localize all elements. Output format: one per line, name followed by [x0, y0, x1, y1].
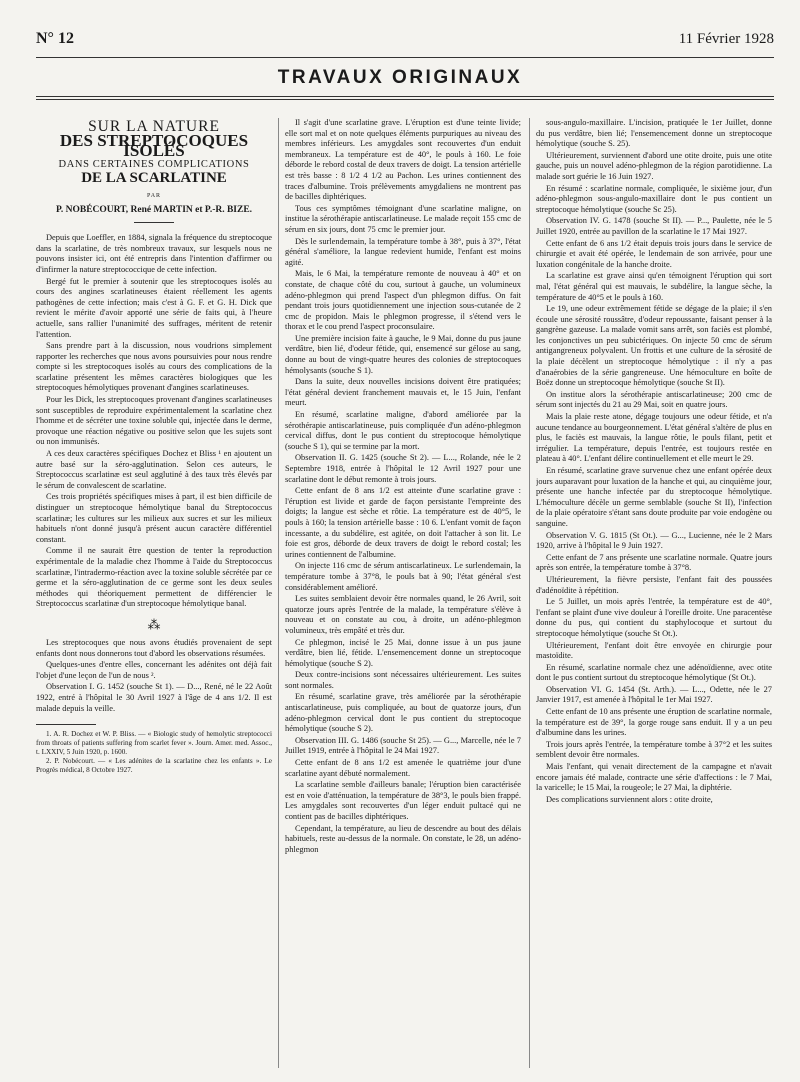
body-paragraph: Ces trois propriétés spécifiques mises à part, il est bien difficile de distinguer un streptocoque hémolytique banal du Streptococcus scarlatinæ; les cultures sur les milieux aux sucres et sur les milieux habituels n'ont donné jusqu'à présent aucun caractère différentiel constant.	[36, 492, 272, 544]
title-line-4: DE LA SCARLATINE	[81, 170, 227, 187]
footnote-rule	[36, 724, 96, 725]
body-paragraph: Dès le surlendemain, la température tombe à 38°, puis à 37°, l'état général s'améliore, la langue redevient humide, l'enfant est moins agité.	[285, 236, 521, 267]
issue-number: N° 12	[36, 30, 74, 47]
body-paragraph: Les streptocoques que nous avons étudiés provenaient de sept enfants dont nous donnerons tout d'abord les observations résumées.	[36, 637, 272, 658]
column-separator-2	[529, 118, 530, 1068]
article-title	[36, 118, 272, 223]
body-paragraph: Cette enfant de 7 ans présente une scarlatine normale. Quatre jours après son entrée, la température tombe à 37°8.	[536, 552, 772, 573]
observation-paragraph: Observation II. G. 1425 (souche St 2). — L..., Rolande, née le 2 Septembre 1918, entrée à l'hôpital le 12 Avril 1927 pour une scarlatine dont le début remonte à trois jours.	[285, 453, 521, 484]
column-1	[36, 118, 272, 1073]
body-paragraph: Ce phlegmon, incisé le 25 Mai, donne issue à un pus jaune verdâtre, bien lié, fétide. L'ensemencement donne un streptocoque hémolytique (souche S 2).	[285, 637, 521, 668]
body-paragraph: sous-angulo-maxillaire. L'incision, pratiquée le 1er Juillet, donne du pus verdâtre, bien lié; l'ensemencement donne un streptocoque hémolytique (souche S. 25).	[536, 118, 772, 149]
observation-paragraph: Observation IV. G. 1478 (souche St II). — P..., Paulette, née le 5 Juillet 1920, entrée au pavillon de la scarlatine le 17 Mai 1927.	[536, 216, 772, 236]
body-paragraph: Des complications surviennent alors : otite droite,	[546, 794, 713, 804]
observation-paragraph: Observation V. G. 1815 (St Ot.). — G..., Lucienne, née le 2 Mars 1920, arrive à l'hôpital le 9 Juin 1927.	[536, 530, 772, 551]
body-paragraph: Une première incision faite à gauche, le 9 Mai, donne du pus jaune verdâtre, bien lié, d'odeur fétide, qui, ensemencé sur gélose au sang, donne au bout de vingt-quatre heures des colonies de streptocoques hémolysants (souche S 1).	[285, 333, 521, 375]
body-paragraph: Dans la suite, deux nouvelles incisions doivent être pratiquées; l'état général devient franchement mauvais et, le 15 Juin, l'enfant meurt.	[285, 377, 521, 408]
observation-paragraph: Observation I. G. 1452 (souche St 1). — D..., René, né le 22 Août 1922, entré à l'hôpital le 30 Avril 1927 à l'âge de 4 ans 1/2. Il est malade depuis la veille.	[36, 682, 272, 713]
observation-paragraph: Observation III. G. 1486 (souche St 25). — G..., Marcelle, née le 7 Juillet 1919, entrée à l'hôpital le 24 Mai 1927.	[285, 735, 521, 756]
body-paragraph: Cette enfant de 6 ans 1/2 était depuis trois jours dans le service de chirurgie et avait été opérée, le lendemain de son arrivée, pour une luxation congénitale de la hanche droite.	[536, 238, 772, 269]
body-paragraph: Mais la plaie reste atone, dégage toujours une odeur fétide, et n'a aucune tendance au bourgeonnement. L'état général s'altère de plus en plus, le faciès est mauvais, la langue rôtie, le pouls filant, petit et irrégulier. La température, depuis l'entrée, est toujours restée en plateau à 40°. L'enfant délire continuellement et elle meurt le 29.	[536, 412, 772, 464]
body-paragraph: Trois jours après l'entrée, la température tombe à 37°2 et les suites semblent devoir être normales.	[536, 739, 772, 760]
column-2	[285, 118, 521, 1073]
body-paragraph: En résumé, scarlatine maligne, d'abord améliorée par la sérothérapie antiscarlatineuse, puis compliquée d'un adéno-phlegmon cervical diffus, dont le pus contient du streptocoque hémolytique (souche S 1), qui se termine par la mort.	[285, 410, 521, 451]
body-paragraph: Le 19, une odeur extrêmement fétide se dégage de la plaie; il s'en écoule une sérosité roussâtre, d'odeur repoussante, faisant penser à la gangrène gazeuse. La malade vomit sans arrêt, son faciès est plombé, les conjonctives un peu subictériques. On injecte 50 cmc de sérum antigangreneux polyvalent. Un frottis et une culture de la sérosité de la plaie décèlent un streptocoque hémolytique : il n'y a pas d'anaérobies de la série gangreneuse. Une hémoculture en boîte de Boëz donne un streptocoque hémolytique (souche St II).	[536, 304, 772, 388]
body-paragraph: Ultérieurement, l'enfant doit être envoyée en chirurgie pour mastoïdite.	[536, 640, 772, 661]
body-paragraph: Sans prendre part à la discussion, nous voudrions simplement rapporter les recherches que nous avons poursuivies pour nous rendre compte si les streptocoques isolés au cours des complications de la scarlatine présentent les mêmes caractères biologiques que les streptocoques hémolytiques provenant d'angines scarlatineuses.	[36, 341, 272, 393]
body-paragraph: A ces deux caractères spécifiques Dochez et Bliss ¹ en ajoutent un autre basé sur la séro-agglutination. Selon ces auteurs, le Streptococcus scarlatinæ est seul agglutiné à des taux très élevés par le sérum de convalescent de scarlatine.	[36, 449, 272, 490]
body-paragraph: Deux contre-incisions sont nécessaires ultérieurement. Les suites sont normales.	[285, 670, 521, 690]
section-rule-bottom	[36, 99, 774, 100]
body-paragraph: Le 5 Juillet, un mois après l'entrée, la température est de 40°, l'enfant se plaint d'une vive douleur à l'oreille droite. Une paracentèse donne du pus, qui contient du staphylocoque et surtout du streptocoque hémolytique (souche St Ot.).	[536, 597, 772, 638]
body-paragraph: En résumé, scarlatine grave survenue chez une enfant opérée deux jours auparavant pour luxation de la hanche et qui, au cinquième jour, présente une hanche infectée par du streptocoque hémolytique. L'hémoculture décèle un germe semblable (souche St II), l'infection de la plaie opératoire s'étant sans doute produite par voie endogène ou sanguine.	[536, 466, 772, 528]
column-3	[536, 118, 772, 1073]
page-header	[36, 30, 774, 48]
body-paragraph: La scarlatine est grave ainsi qu'en témoignent l'éruption qui sort mal, l'état général qui est mauvais, le subdélire, la langue sèche, la température de 40°5 et le pouls à 160.	[536, 271, 772, 302]
par-label: PAR	[146, 192, 162, 199]
body-paragraph: Ultérieurement, la fièvre persiste, l'enfant fait des poussées d'adénoïdite à répétition.	[536, 574, 772, 595]
body-paragraph: Tous ces symptômes témoignant d'une scarlatine maligne, on institue la sérothérapie antiscarlatineuse. Le malade reçoit 155 cmc de sérum en six jours, dont 75 cmc le premier jour.	[285, 203, 521, 234]
body-paragraph: Pour les Dick, les streptocoques provenant d'angines scarlatineuses sont susceptibles de reproduire expérimentalement la scarlatine chez l'homme et de sécréter une toxine soluble qui, injectée dans le derme, provoque une réaction négative ou positive selon que les sujets sont ou non immunisés.	[36, 395, 272, 447]
issue-date: 11 Février 1928	[678, 31, 774, 47]
body-paragraph: Cette enfant de 8 ans 1/2 est amenée le quatrième jour d'une scarlatine ayant débuté normalement.	[285, 758, 521, 778]
body-paragraph: La scarlatine semble d'ailleurs banale; l'éruption bien caractérisée est en voie d'atténuation, la température de 38°3, le pouls bien frappé. Les amygdales sont recouvertes d'un léger enduit pultacé qui ne contient pas de bacilles diphtériques.	[285, 780, 521, 821]
body-paragraph: On institue alors la sérothérapie antiscarlatineuse; 200 cmc de sérum sont injectés du 21 au 29 Mai, soit en quatre jours.	[536, 389, 772, 410]
title-divider	[134, 222, 174, 223]
body-paragraph: Depuis que Loeffler, en 1884, signala la fréquence du streptocoque dans la scarlatine, de très nombreux travaux, sur lesquels nous ne pouvons insister ici, ont été entrepris dans l'intention d'affirmer ou d'infirmer la nature streptococcique de cette infection.	[36, 233, 272, 274]
authors: P. NOBÉCOURT, René MARTIN et P.-R. BIZE.	[55, 204, 253, 215]
title-line-1: SUR LA NATURE	[88, 118, 220, 135]
header-rule	[36, 57, 774, 58]
body-paragraph: Bergé fut le premier à soutenir que les streptocoques isolés au cours des angines scarlatineuses étaient réellement les agents pathogènes de cette infection; mais c'est à G. F. et G. H. Dick que revient le mérite d'avoir apporté une série de faits qui, à l'heure actuelle, sans rallier l'unanimité des suffrages, méritent de retenir l'attention.	[36, 276, 272, 339]
body-paragraph: Les suites semblaient devoir être normales quand, le 26 Avril, soit quatorze jours après l'entrée de la malade, la température s'élève à nouveau et on constate au cou, à droite, un adéno-phlegmon volumineux, très empâté et très dur.	[285, 594, 521, 635]
body-paragraph: Il s'agit d'une scarlatine grave. L'éruption est d'une teinte livide; elle sort mal et on note quelques éléments purpuriques au niveau des membres inférieurs. Les amygdales sont recouvertes d'un enduit membraneux. La température est de 40°, le pouls à 160. Le foie déborde le rebord costal de deux travers de doigt. La tension artérielle est très basse : 8 1/2 4 1/2 au Pachon. Les urines contiennent des traces d'albumine. Trois prélèvements amygdaliens ne montrent pas de bacilles diphtériques.	[285, 118, 521, 202]
footnote: 1. A. R. Dochez et W. P. Bliss. — « Biologic study of hemolytic streptococci from throats of patients suffering from scarlet fever ». Journ. Amer. med. Assoc., t. LXXIV, 5 Juin 1920, p. 1600.	[36, 730, 272, 756]
title-line-2: DES STREPTOCOQUES ISOLÉS	[59, 130, 249, 161]
observation-paragraph: Observation VI. G. 1454 (St. Arth.). — L..., Odette, née le 27 Janvier 1917, est amenée à l'hôpital le 1er Mai 1927.	[536, 684, 772, 705]
asterism: ⁂	[147, 616, 161, 632]
body-paragraph: Mais, le 6 Mai, la température remonte de nouveau à 40° et on constate, de chaque côté du cou, surtout à gauche, un volumineux adéno-phlegmon qui prend l'aspect d'un phlegmon diffus. On fait pendant trois jours quotidiennement une injection sous-cutanée de 2 cmc de propidon. Mais le phlegmon progresse, il s'étend vers le thorax et le cou prend l'aspect proconsulaire.	[285, 269, 521, 332]
section-rule-top	[36, 96, 774, 97]
title-line-3: DANS CERTAINES COMPLICATIONS	[58, 158, 250, 170]
body-paragraph: Ultérieurement, surviennent d'abord une otite droite, puis une otite gauche, puis un nouvel adéno-phlegmon de la région parotidienne. La malade sort guérie le 16 Juin 1927.	[536, 150, 772, 181]
body-paragraph: Cependant, la température, au lieu de descendre au bout des délais habituels, reste au-dessus de la normale. On constate, le 28, un adéno-phlegmon	[285, 823, 521, 854]
footnote: 2. P. Nobécourt. — « Les adénites de la scarlatine chez les enfants ». Le Progrès médical, 8 Octobre 1927.	[36, 757, 272, 775]
body-paragraph: Cette enfant de 8 ans 1/2 est atteinte d'une scarlatine grave : l'éruption est livide et garde de façon persistante l'empreinte des doigts; la langue est sèche et rôtie. La température est de 40°5, le pouls à 160; la tension artérielle basse : 10 6. L'enfant vomit de façon incessante, a du subdélire, est agitée, on doit l'attacher à son lit. Le foie est gros, déborde de deux travers de doigt le rebord costal; les urines contiennent de l'albumine.	[285, 486, 521, 559]
body-paragraph: On injecte 116 cmc de sérum antiscarlatineux. Le surlendemain, la température tombe à 37°8, le pouls bat à 90; l'état général s'est considérablement amélioré.	[285, 561, 521, 592]
column-separator-1	[278, 118, 279, 1068]
body-paragraph: En résumé, scarlatine grave, très améliorée par la sérothérapie antiscarlatineuse, puis compliquée, au bout de quatorze jours, d'un adéno-phlegmon cervical dont le pus contient du streptocoque hémolytique (souche S 2).	[285, 692, 521, 734]
section-title: TRAVAUX ORIGINAUX	[277, 67, 523, 88]
body-paragraph: Comme il ne saurait être question de tenter la reproduction expérimentale de la maladie chez l'homme à l'aide du Streptococcus scarlatinæ, l'intradermo-réaction avec la toxine soluble sécrétée par ce germe et la séro-agglutination de ce germe sont les deux seules méthodes qui théoriquement permettent de différencier le Streptococcus scarlatinæ d'un streptocoque hémolytique banal.	[36, 546, 272, 609]
body-paragraph: Cette enfant de 10 ans présente une éruption de scarlatine normale, la température est de 39°, la gorge rouge sans enduit. Il y a un peu d'albumine dans les urines.	[536, 707, 772, 738]
body-paragraph: Quelques-unes d'entre elles, concernant les adénites ont déjà fait l'objet d'une leçon de l'un de nous ².	[36, 660, 272, 680]
body-paragraph: Mais l'enfant, qui venait directement de la campagne et n'avait encore jamais été malade, contracte une série d'affections : le 7 Mai, la varicelle; le 15 Mai, la rougeole; le 27 Mai, la diphtérie.	[536, 762, 772, 793]
body-paragraph: En résumé, scarlatine normale chez une adénoïdienne, avec otite dont le pus contient surtout du streptocoque hémolytique (St Ot.).	[536, 662, 772, 683]
body-paragraph: En résumé : scarlatine normale, compliquée, le sixième jour, d'un adéno-phlegmon sous-angulo-maxillaire dont le pus contient un streptocoque hémolytique (souche Sc 25).	[536, 183, 772, 214]
